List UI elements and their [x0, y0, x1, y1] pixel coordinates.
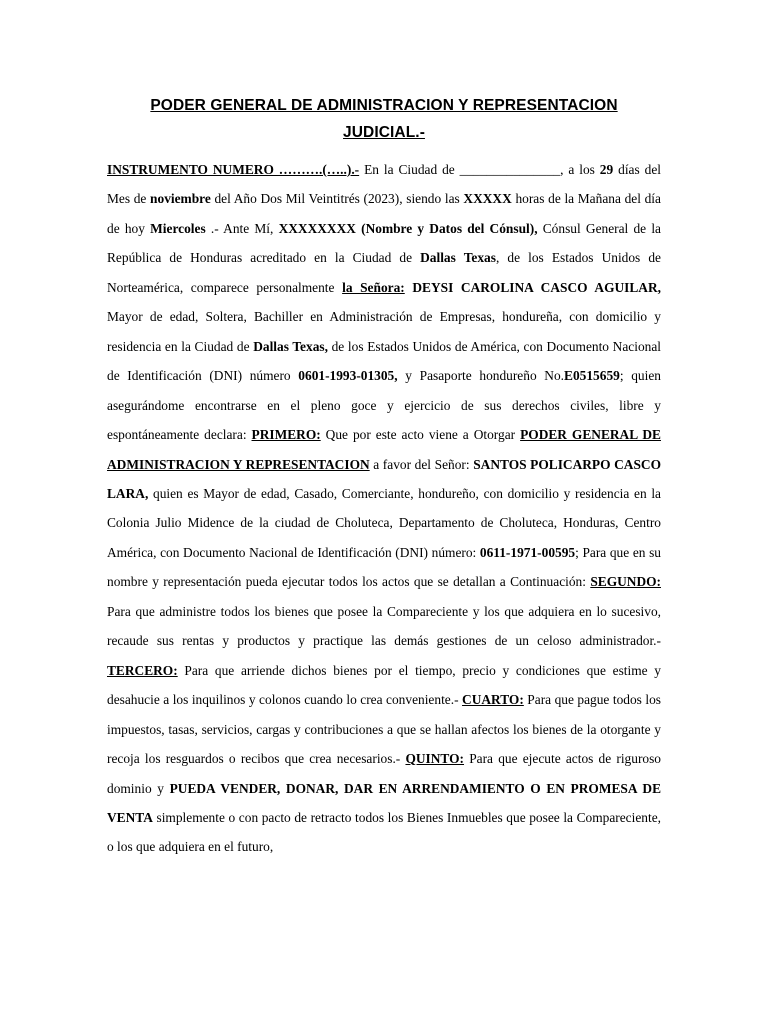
document-title: [107, 92, 661, 146]
body-paragraph: [107, 155, 661, 862]
text-run: QUINTO:: [405, 751, 465, 767]
text-run: PUEDA VENDER, DONAR, DAR EN ARRENDAMIENTO O EN PROMESA DE VENTA: [107, 780, 662, 825]
text-run: ; Para que en su nombre y representación pueda ejecutar todos los actos que se detallan a Continuación:: [107, 544, 661, 590]
text-run: PRIMERO:: [251, 427, 321, 443]
text-run: 0611-1971-00595: [479, 544, 576, 560]
text-run: Dallas Texas,: [253, 338, 328, 354]
text-run: de los Estados Unidos de América, con Documento Nacional de Identificación (DNI) número: [107, 338, 661, 384]
text-run: E0515659: [564, 368, 620, 384]
text-run: , de los Estados Unidos de Norteamérica, comparece personalmente: [107, 250, 661, 295]
title-line-2: JUDICIAL.-: [343, 124, 425, 141]
text-run: la Señora:: [342, 279, 405, 295]
text-run: DEYSI CAROLINA CASCO AGUILAR,: [412, 279, 661, 295]
text-run: INSTRUMENTO NUMERO ……….(…..).-: [107, 162, 360, 177]
text-run: y Pasaporte hondureño No.: [397, 368, 565, 384]
text-run: horas de la Mañana del día de hoy: [107, 191, 661, 236]
text-run: Para que pague todos los impuestos, tasas, servicios, cargas y contribuciones a que se hallan afectos los bienes de la otorgante y recoja los resguardos o recibos que crea necesarios.-: [107, 692, 661, 767]
text-run: días del Mes de: [107, 162, 661, 207]
text-run: PODER GENERAL DE ADMINISTRACION Y REPRESENTACION: [107, 427, 661, 472]
text-run: XXXXXXXX (Nombre y Datos del Cónsul),: [278, 220, 538, 236]
text-run: Dallas Texas: [420, 250, 496, 266]
text-run: Para que administre todos los bienes que posee la Compareciente y los que adquiera en lo sucesivo, recaude sus rentas y productos y practique las demás gestiones de un celoso administrador.-: [107, 603, 661, 649]
text-run: 0601-1993-01305,: [298, 368, 398, 384]
text-run: Para que ejecute actos de riguroso dominio y: [107, 751, 662, 796]
text-run: 29: [599, 162, 614, 177]
text-run: TERCERO:: [107, 662, 178, 678]
text-run: XXXXX: [463, 191, 512, 207]
text-run: a favor del Señor:: [369, 456, 474, 472]
text-run: CUARTO:: [462, 692, 524, 708]
text-run: Miercoles: [150, 220, 206, 236]
text-run: Mayor de edad, Soltera, Bachiller en Administración de Empresas, hondureña, con domicilio y residencia en la Ciudad de: [107, 309, 661, 354]
text-run: SEGUNDO:: [590, 574, 661, 590]
text-run: .- Ante Mí,: [205, 220, 279, 236]
title-line-1: PODER GENERAL DE ADMINISTRACION Y REPRESENTACION: [150, 97, 618, 114]
text-run: Para que arriende dichos bienes por el tiempo, precio y condiciones que estime y desahucie a los inquilinos y colonos cuando lo crea conveniente.-: [107, 662, 661, 708]
text-run: del Año Dos Mil Veintitrés (2023), siendo las: [210, 191, 464, 207]
text-run: Que por este acto viene a Otorgar: [320, 427, 521, 443]
text-run: ; quien asegurándome encontrarse en el pleno goce y ejercicio de sus derechos civiles, libre y espontáneamente declara:: [107, 368, 661, 443]
text-run: quien es Mayor de edad, Casado, Comerciante, hondureño, con domicilio y residencia en la Colonia Julio Midence de la ciudad de Choluteca, Departamento de Choluteca, Honduras, Centro América, con Documento Nacional de Identificación (DNI) número:: [107, 485, 661, 560]
text-run: Cónsul General de la República de Honduras acreditado en la Ciudad de: [107, 220, 661, 266]
text-run: SANTOS POLICARPO CASCO LARA,: [107, 456, 661, 501]
text-run: noviembre: [150, 191, 211, 207]
document-page: [107, 92, 661, 862]
text-run: simplemente o con pacto de retracto todos los Bienes Inmuebles que posee la Compareciente, o los que adquiera en el futuro,: [107, 809, 661, 855]
text-run: En la Ciudad de _______________, a los: [359, 162, 600, 177]
